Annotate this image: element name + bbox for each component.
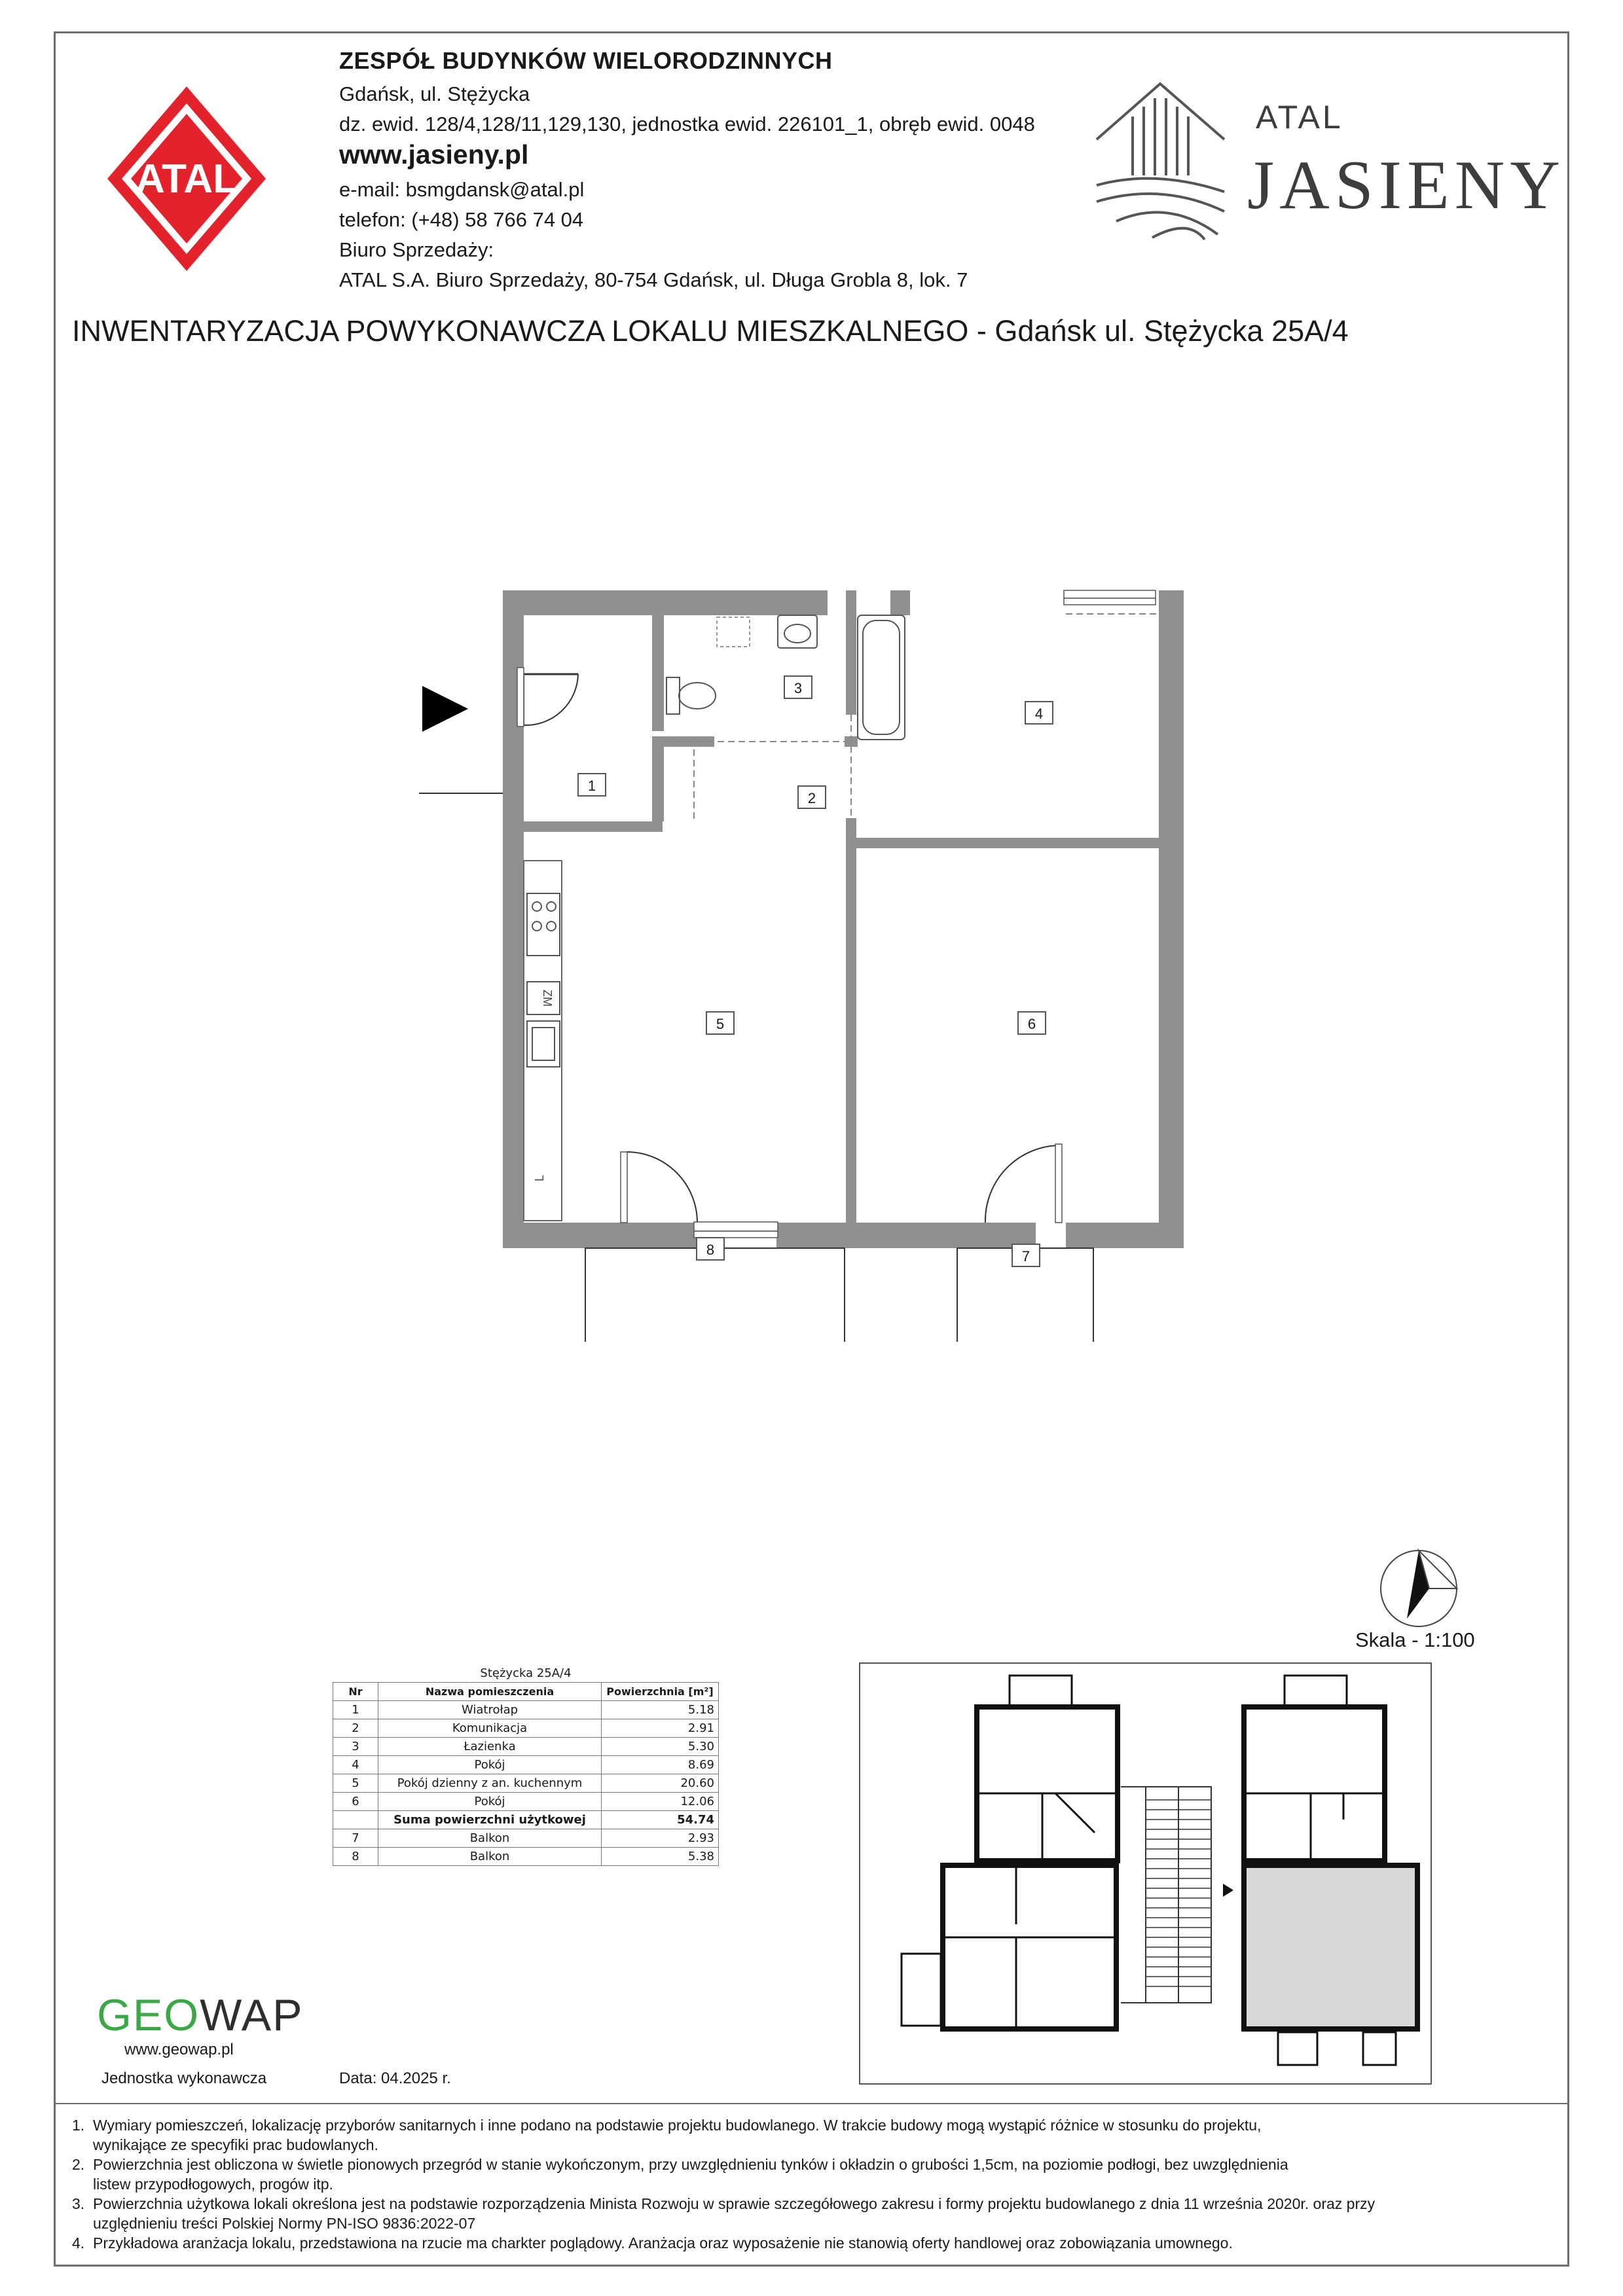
table-header-name: Nazwa pomieszczenia [378, 1683, 602, 1701]
brand-large: JASIENY [1247, 147, 1565, 223]
table-row: 4 Pokój 8.69 [333, 1756, 719, 1774]
room-label-4: 4 [1025, 701, 1053, 725]
notes-list [72, 2115, 1532, 2253]
scale-label: Skala - 1:100 [1355, 1628, 1475, 1651]
date-label: Data: 04.2025 r. [339, 2070, 451, 2087]
brand-small: ATAL [1256, 99, 1343, 135]
building-key-plan [859, 1662, 1432, 2085]
atal-badge-text: ATAL [135, 156, 238, 202]
north-arrow-icon [1378, 1548, 1463, 1633]
table-header-nr: Nr [333, 1683, 378, 1701]
room-label-2: 2 [797, 785, 826, 809]
room-label-8: 8 [696, 1237, 725, 1261]
phone-line[interactable]: telefon: (+48) 58 766 74 04 [339, 208, 584, 231]
appliance-label: ZM [541, 990, 554, 1007]
key-plan-arrow-icon [1223, 1884, 1233, 1897]
geowap-logo [97, 1990, 304, 2041]
table-row: 6 Pokój 12.06 [333, 1793, 719, 1811]
table-row: 2 Komunikacja 2.91 [333, 1719, 719, 1738]
table-row: 1 Wiatrołap 5.18 [333, 1701, 719, 1719]
atal-logo [105, 84, 268, 274]
note-item: 1. Wymiary pomieszczeń, lokalizację przyborów sanitarnych i inne podano na podstawie projektu budowlanego. W trakcie budowy mogą wystąpić różnice w stosunku do projektu, wynikające ze specyfiki prac budowlanych. [72, 2117, 1262, 2153]
table-row: 8 Balkon 5.38 [333, 1848, 719, 1866]
note-item: 4. Przykładowa aranżacja lokalu, przedstawiona na rzucie ma charkter poglądowy. Aranżacja oraz wyposażenie nie stanowią oferty handlowej oraz zobowiązania umownego. [72, 2234, 1233, 2251]
note-item: 2. Powierzchnia jest obliczona w świetle pionowych przegród w stanie wykończonym, przy uwzględnieniu tynków i okładzin o grubości 1,5cm, na poziomie podłogi, bez uwzględnienia listew przypodłogowych, progów itp. [72, 2156, 1288, 2193]
notes-divider [54, 2103, 1569, 2104]
office-label: Biuro Sprzedaży: [339, 238, 494, 261]
geowap-url[interactable]: www.geowap.pl [124, 2041, 234, 2058]
room-table [333, 1664, 719, 1866]
jasieny-mark-icon [1090, 77, 1231, 241]
project-title: ZESPÓŁ BUDYNKÓW WIELORODZINNYCH [339, 47, 833, 74]
office-address: ATAL S.A. Biuro Sprzedaży, 80-754 Gdańsk, ul. Długa Grobla 8, lok. 7 [339, 268, 968, 291]
fridge-label: L [533, 1174, 546, 1182]
table-caption: Stężycka 25A/4 [333, 1664, 719, 1683]
room-label-3: 3 [784, 675, 812, 699]
unit-label: Jednostka wykonawcza [101, 2070, 267, 2087]
note-item: 3. Powierzchnia użytkowa lokali określona jest na podstawie rozporządzenia Minista Rozwoju w sprawie szczegółowego zakresu i formy projektu budowlanego z dnia 11 września 2020r. oraz przy uzględnieniu treści Polskiej Normy PN-ISO 9836:2022-07 [72, 2195, 1376, 2232]
room-label-5: 5 [706, 1011, 735, 1035]
parcel-line: dz. ewid. 128/4,128/11,129,130, jednostka ewid. 226101_1, obręb ewid. 0048 [339, 113, 1035, 135]
geowap-logo-part-2: WAP [200, 1990, 304, 2040]
page-title: INWENTARYZACJA POWYKONAWCZA LOKALU MIESZKALNEGO - Gdańsk ul. Stężycka 25A/4 [72, 314, 1349, 348]
table-sum-row: Suma powierzchni użytkowej 54.74 [333, 1811, 719, 1829]
geowap-logo-part-1: GEO [97, 1990, 200, 2040]
room-label-1: 1 [577, 773, 606, 797]
email-line[interactable]: e-mail: bsmgdansk@atal.pl [339, 178, 585, 201]
table-row: 3 Łazienka 5.30 [333, 1738, 719, 1756]
room-label-7: 7 [1012, 1244, 1040, 1267]
website-link[interactable]: www.jasieny.pl [339, 139, 529, 170]
table-row: 7 Balkon 2.93 [333, 1829, 719, 1848]
room-label-6: 6 [1017, 1011, 1046, 1035]
table-row: 5 Pokój dzienny z an. kuchennym 20.60 [333, 1774, 719, 1793]
table-header-area: Powierzchnia [m²] [602, 1683, 719, 1701]
entry-arrow-icon [422, 686, 468, 732]
address-line: Gdańsk, ul. Stężycka [339, 82, 530, 105]
